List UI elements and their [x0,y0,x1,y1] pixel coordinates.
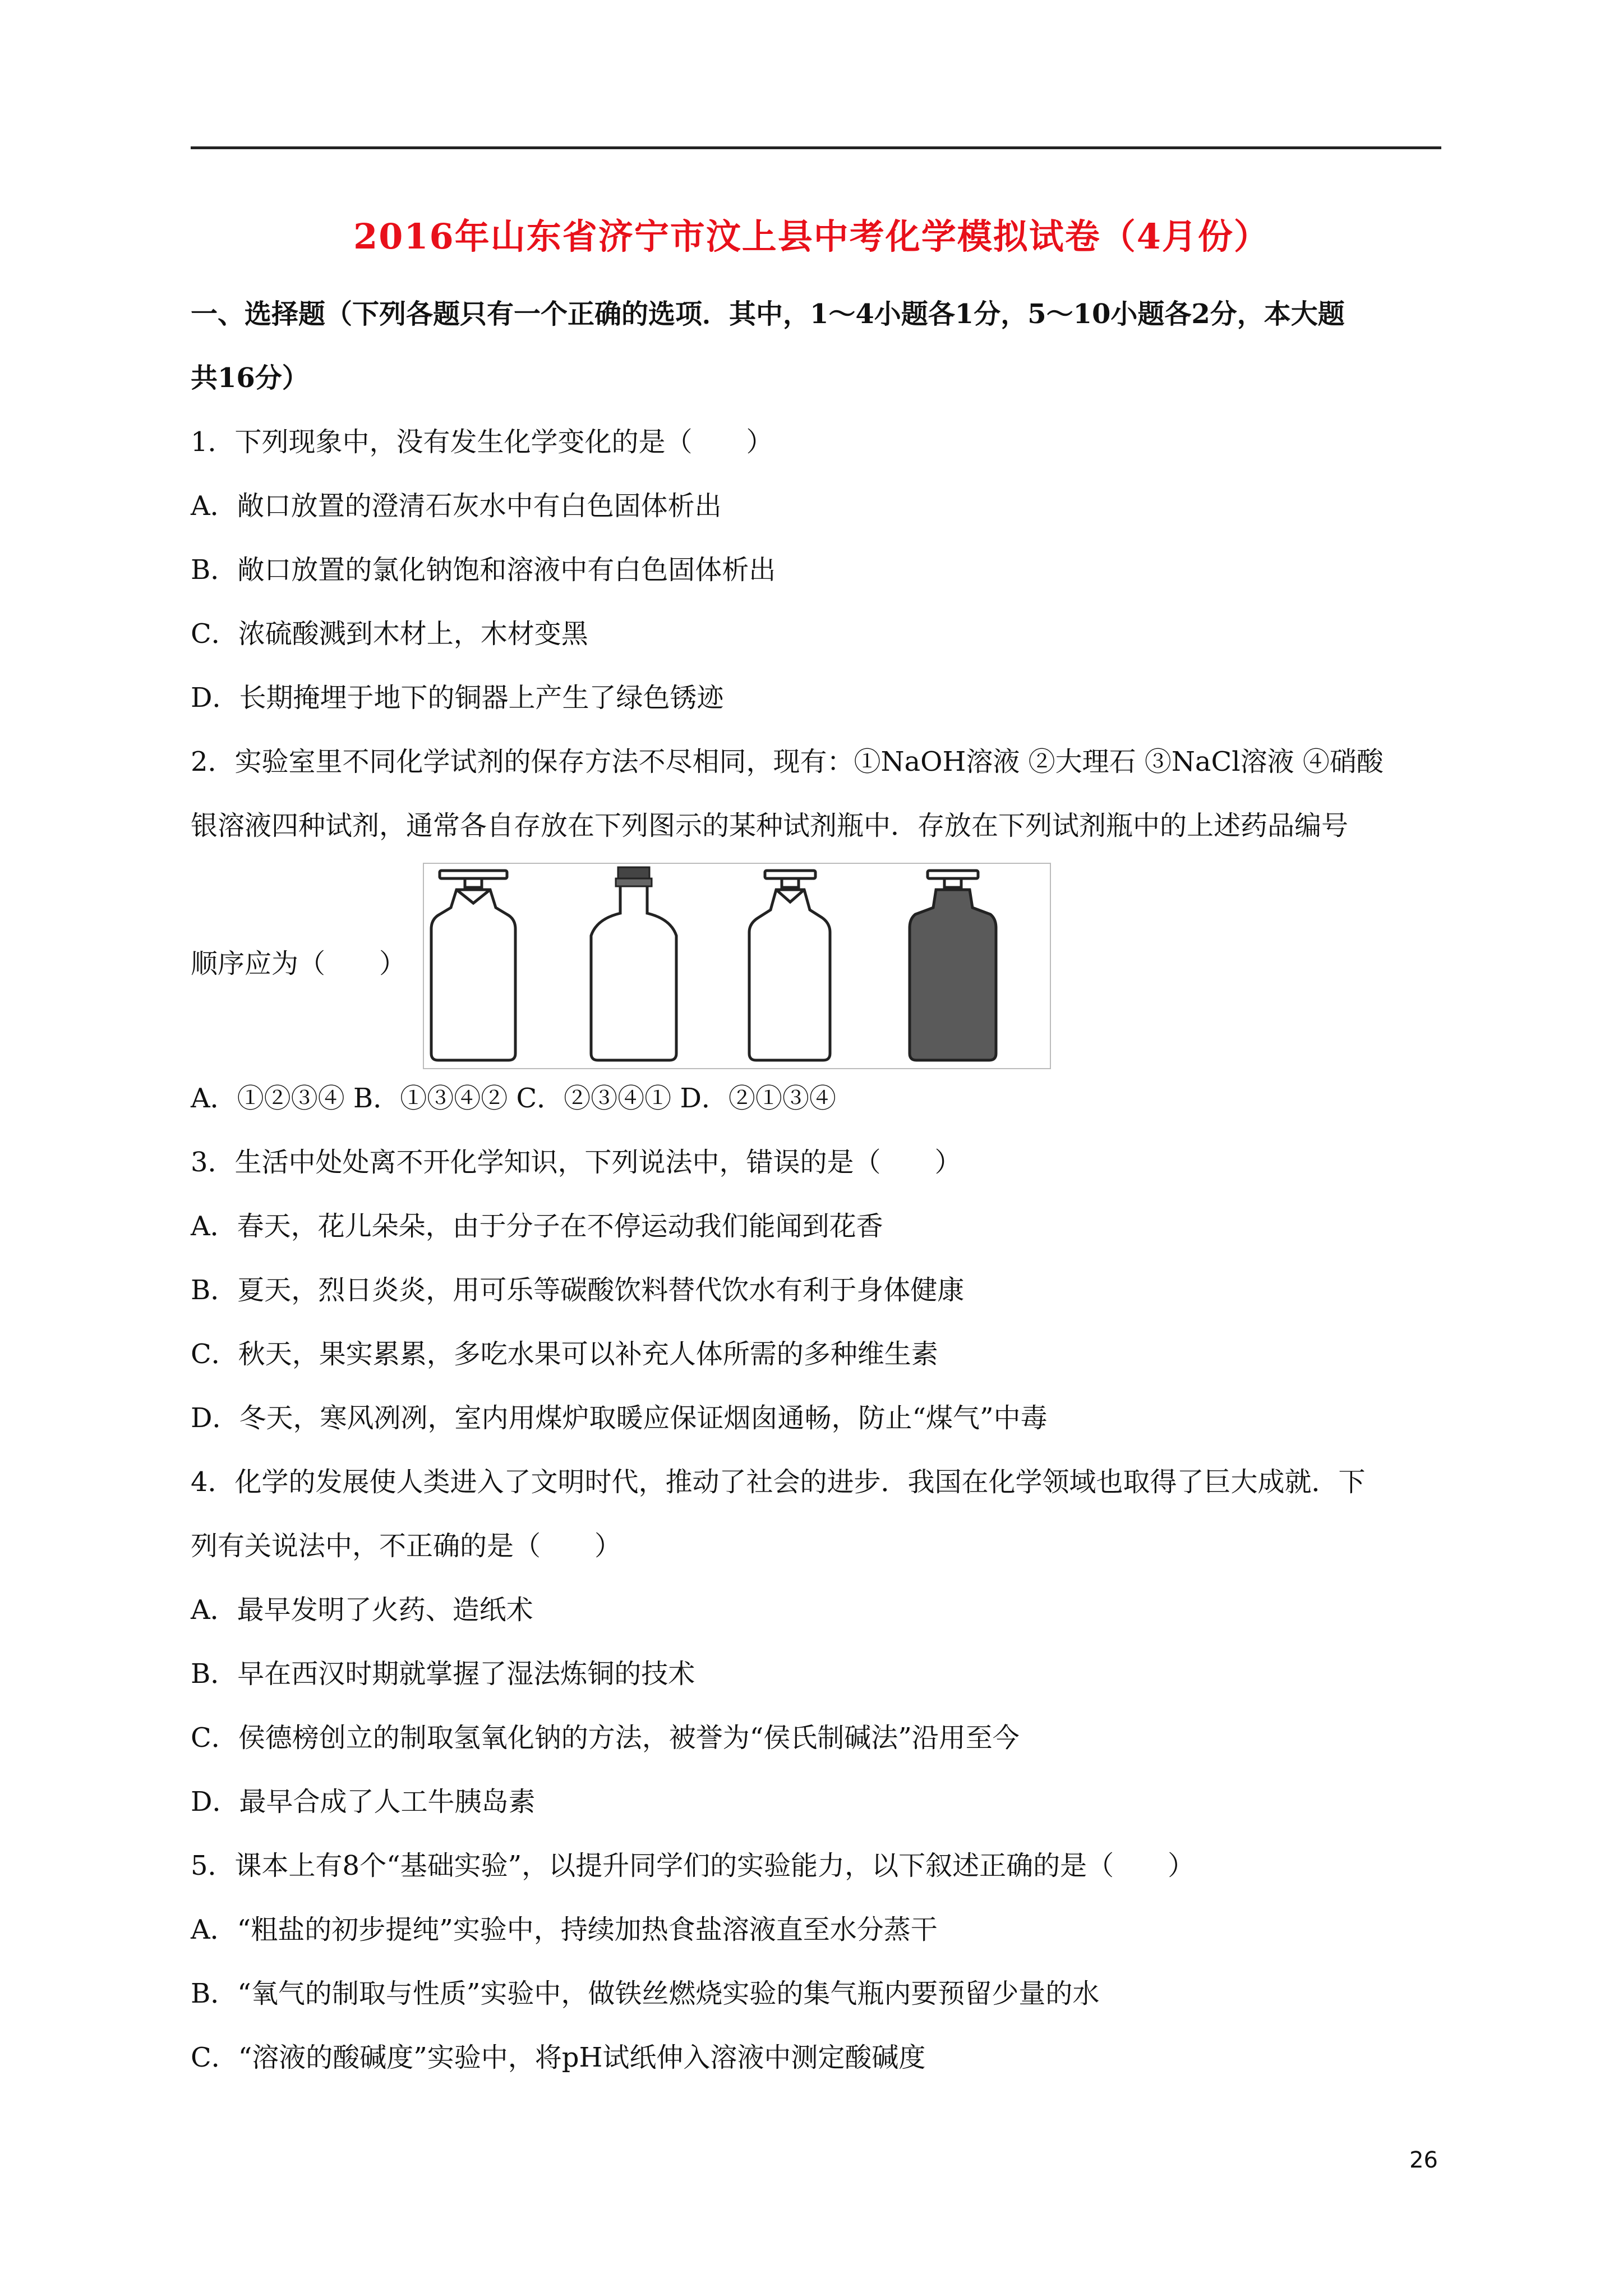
q4-option-a: A．最早发明了火药、造纸术 [191,1594,533,1626]
bottle-4-icon [910,871,996,1060]
page-number: 26 [1409,2147,1438,2173]
q1-option-c: C．浓硫酸溅到木材上，木材变黑 [191,618,588,650]
q1-option-a: A．敞口放置的澄清石灰水中有白色固体析出 [191,490,722,522]
q5-option-a: A．“粗盐的初步提纯”实验中，持续加热食盐溶液直至水分蒸干 [191,1914,938,1945]
section-heading-cont: 共16分） [191,362,309,394]
bottle-3-icon [749,871,830,1060]
q4-option-d: D．最早合成了人工牛胰岛素 [191,1786,536,1818]
q3-option-d: D．冬天，寒风冽冽，室内用煤炉取暖应保证烟囱通畅，防止“煤气”中毒 [191,1402,1048,1434]
q4-stem-line1: 4．化学的发展使人类进入了文明时代，推动了社会的进步．我国在化学领域也取得了巨大成就．下 [191,1466,1366,1498]
q2-options: A．①②③④ B．①③④② C．②③④① D．②①③④ [191,1083,836,1114]
q1-stem: 1．下列现象中，没有发生化学变化的是（ ） [191,426,773,458]
page-title: 2016年山东省济宁市汶上县中考化学模拟试卷（4月份） [353,216,1270,257]
q3-stem: 3．生活中处处离不开化学知识，下列说法中，错误的是（ ） [191,1147,962,1178]
bottle-1-icon [431,871,515,1060]
q5-option-b: B．“氧气的制取与性质”实验中，做铁丝燃烧实验的集气瓶内要预留少量的水 [191,1978,1100,2009]
q4-option-c: C．侯德榜创立的制取氢氧化钠的方法，被誉为“侯氏制碱法”沿用至今 [191,1722,1020,1754]
q5-option-c: C．“溶液的酸碱度”实验中，将pH试纸伸入溶液中测定酸碱度 [191,2042,926,2073]
q4-option-b: B．早在西汉时期就掌握了湿法炼铜的技术 [191,1658,695,1690]
header-rule [191,146,1441,149]
bottle-2-icon [591,867,676,1060]
q2-stem-line3: 顺序应为（ ） [191,948,407,979]
q4-stem-line2: 列有关说法中，不正确的是（ ） [191,1530,622,1562]
q3-option-c: C．秋天，果实累累，多吃水果可以补充人体所需的多种维生素 [191,1338,938,1370]
q5-stem: 5．课本上有8个“基础实验”，以提升同学们的实验能力，以下叙述正确的是（ ） [191,1850,1195,1881]
q1-option-b: B．敞口放置的氯化钠饱和溶液中有白色固体析出 [191,554,776,586]
q3-option-a: A．春天，花儿朵朵，由于分子在不停运动我们能闻到花香 [191,1211,883,1242]
section-heading: 一、选择题（下列各题只有一个正确的选项．其中，1～4小题各1分，5～10小题各2分，本大题 [191,298,1345,330]
q2-stem-line1: 2．实验室里不同化学试剂的保存方法不尽相同，现有：①NaOH溶液 ②大理石 ③NaCl溶液 ④硝酸 [191,746,1384,777]
q1-option-d: D．长期掩埋于地下的铜器上产生了绿色锈迹 [191,682,724,714]
q3-option-b: B．夏天，烈日炎炎，用可乐等碳酸饮料替代饮水有利于身体健康 [191,1274,965,1306]
q2-stem-line2: 银溶液四种试剂，通常各自存放在下列图示的某种试剂瓶中．存放在下列试剂瓶中的上述药品编号 [191,810,1349,841]
reagent-bottles-figure [423,863,1051,1069]
